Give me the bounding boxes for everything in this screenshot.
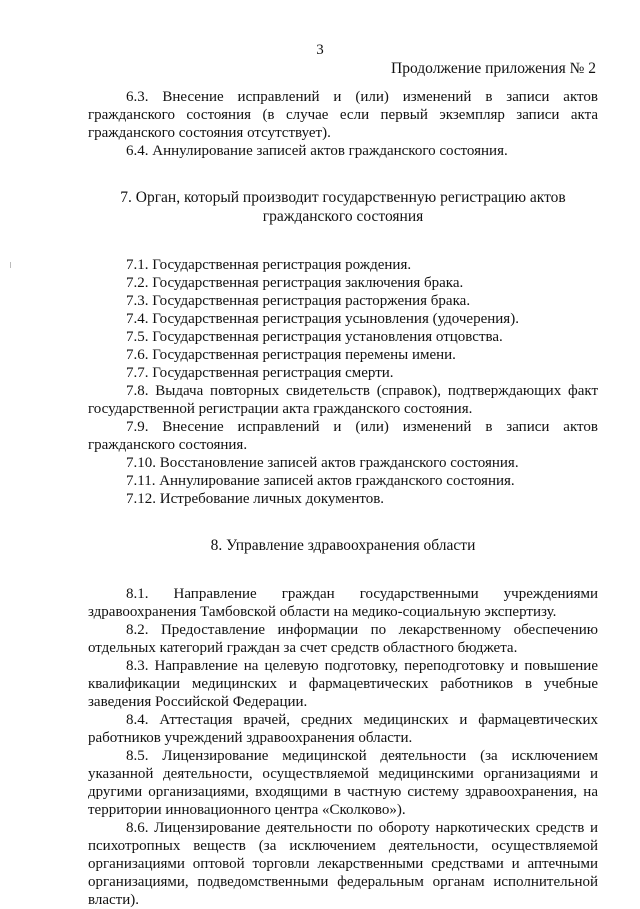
- page-number: 3: [316, 42, 324, 58]
- continuation-note: Продолжение приложения № 2: [391, 60, 596, 77]
- item-6-3: 6.3. Внесение исправлений и (или) изменений в записи актов гражданского состояния (в случае если первый экземпляр записи акта гражданского состояния отсутствует).: [88, 89, 598, 141]
- section-8-heading: 8. Управление здравоохранения области: [210, 537, 476, 554]
- margin-mark: [10, 262, 11, 268]
- item-8-5: 8.5. Лицензирование медицинской деятельности (за исключением указанной деятельности, осуществляемой медицинскими организациями и другими организациями, входящими в частную систему здравоохранения, на территории инновационного центра «Сколково»).: [88, 748, 598, 818]
- item-7-12: 7.12. Истребование личных документов.: [126, 491, 385, 507]
- document-body: [88, 88, 598, 909]
- item-7-9: 7.9. Внесение исправлений и (или) изменений в записи актов гражданского состояния.: [88, 419, 598, 453]
- item-7-1: 7.1. Государственная регистрация рождения.: [126, 257, 412, 273]
- item-8-4: 8.4. Аттестация врачей, средних медицинских и фармацевтических работников учреждений здравоохранения области.: [88, 712, 598, 746]
- item-7-6: 7.6. Государственная регистрация перемены имени.: [126, 347, 456, 363]
- item-8-3: 8.3. Направление на целевую подготовку, переподготовку и повышение квалификации медицинских и фармацевтических работников в учебные заведения Российской Федерации.: [88, 658, 598, 710]
- item-7-8: 7.8. Выдача повторных свидетельств (справок), подтверждающих факт государственной регистрации акта гражданского состояния.: [88, 383, 598, 417]
- item-8-6: 8.6. Лицензирование деятельности по обороту наркотических средств и психотропных веществ (за исключением деятельности, осуществляемой организациями оптовой торговли лекарственными средствами и аптечными организациями, подведомственными федеральным органам исполнительной власти).: [88, 820, 598, 908]
- item-8-1: 8.1. Направление граждан государственными учреждениями здравоохранения Тамбовской области на медико-социальную экспертизу.: [88, 586, 598, 620]
- item-7-2: 7.2. Государственная регистрация заключения брака.: [126, 275, 464, 291]
- item-7-7: 7.7. Государственная регистрация смерти.: [126, 365, 394, 381]
- section-7-heading-line2: гражданского состояния: [262, 208, 424, 225]
- section-7-heading: [88, 188, 598, 226]
- section-7-heading-line1: 7. Орган, который производит государственную регистрацию актов: [120, 189, 566, 206]
- item-7-5: 7.5. Государственная регистрация установления отцовства.: [126, 329, 503, 345]
- item-7-3: 7.3. Государственная регистрация расторжения брака.: [126, 293, 471, 309]
- item-7-10: 7.10. Восстановление записей актов гражданского состояния.: [126, 455, 519, 471]
- item-7-4: 7.4. Государственная регистрация усыновления (удочерения).: [126, 311, 519, 327]
- item-6-4: 6.4. Аннулирование записей актов гражданского состояния.: [126, 143, 508, 159]
- item-7-11: 7.11. Аннулирование записей актов гражданского состояния.: [126, 473, 515, 489]
- item-8-2: 8.2. Предоставление информации по лекарственному обеспечению отдельных категорий граждан за счет средств областного бюджета.: [88, 622, 598, 656]
